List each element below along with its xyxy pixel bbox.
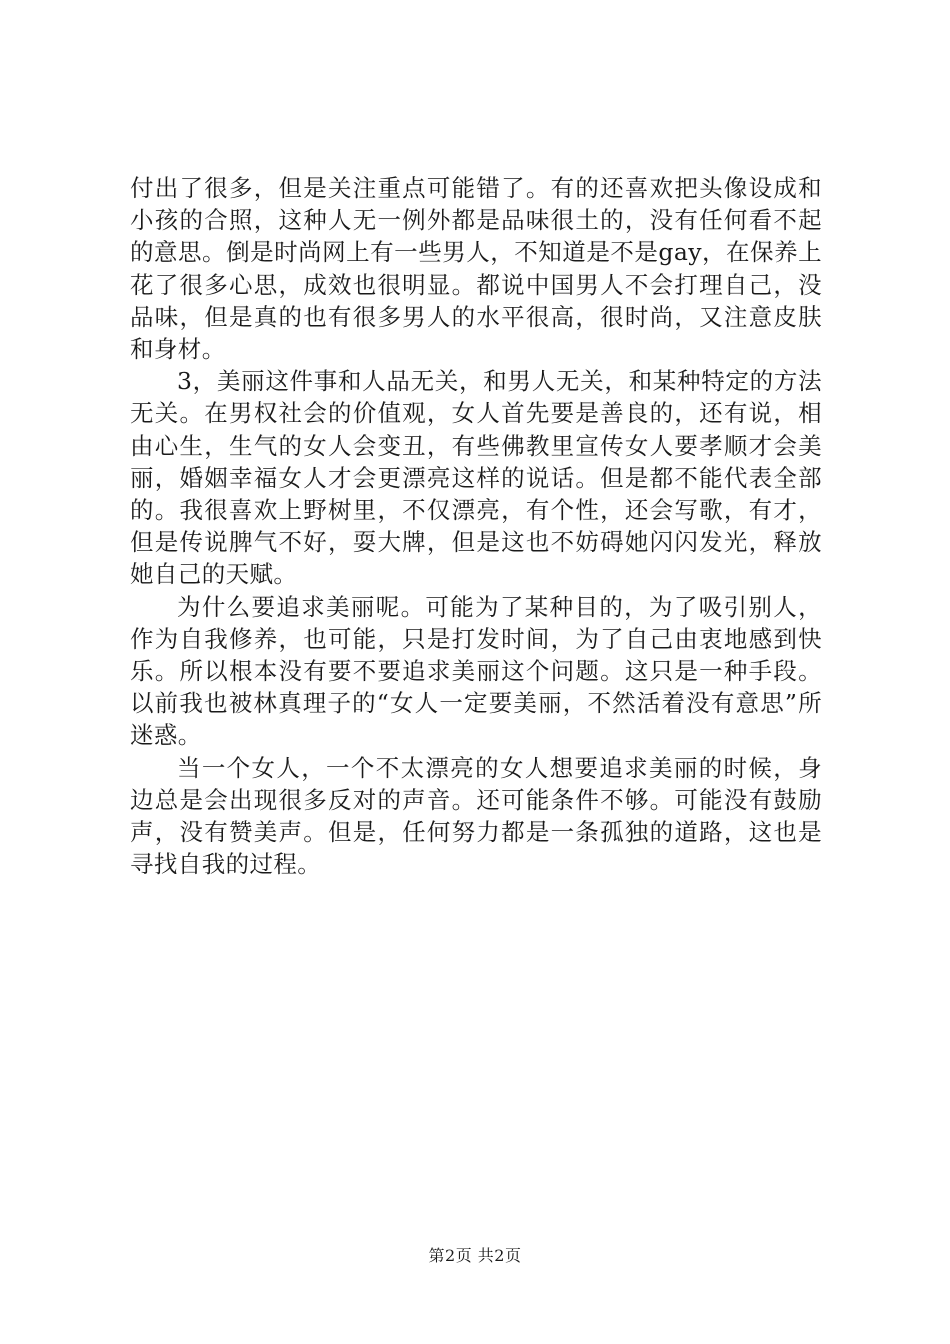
paragraph-pursuit: 当一个女人，一个不太漂亮的女人想要追求美丽的时候，身边总是会出现很多反对的声音。还可能条件不够。可能没有鼓励声，没有赞美声。但是，任何努力都是一条孤独的道路，这也是寻找自我的过程。 — [130, 753, 822, 879]
document-body — [130, 172, 822, 880]
paragraph-why-beauty: 为什么要追求美丽呢。可能为了某种目的，为了吸引别人，作为自我修养，也可能，只是打发时间，为了自己由衷地感到快乐。所以根本没有要不要追求美丽这个问题。这只是一种手段。以前我也被林真理子的“女人一定要美丽，不然活着没有意思”所迷惑。 — [130, 592, 822, 750]
paragraph-continued: 付出了很多，但是关注重点可能错了。有的还喜欢把头像设成和小孩的合照，这种人无一例外都是品味很土的，没有任何看不起的意思。倒是时尚网上有一些男人，不知道是不是gay，在保养上花了很多心思，成效也很明显。都说中国男人不会打理自己，没品味，但是真的也有很多男人的水平很高，很时尚，又注意皮肤和身材。 — [130, 174, 822, 364]
paragraph-point-3: 3，美丽这件事和人品无关，和男人无关，和某种特定的方法无关。在男权社会的价值观，女人首先要是善良的，还有说，相由心生，生气的女人会变丑，有些佛教里宣传女人要孝顺才会美丽，婚姻幸福女人才会更漂亮这样的说话。但是都不能代表全部的。我很喜欢上野树里，不仅漂亮，有个性，还会写歌，有才，但是传说脾气不好，耍大牌，但是这也不妨碍她闪闪发光，释放她自己的天赋。 — [130, 367, 822, 589]
page-footer: 第2页 共2页 — [428, 1246, 522, 1265]
